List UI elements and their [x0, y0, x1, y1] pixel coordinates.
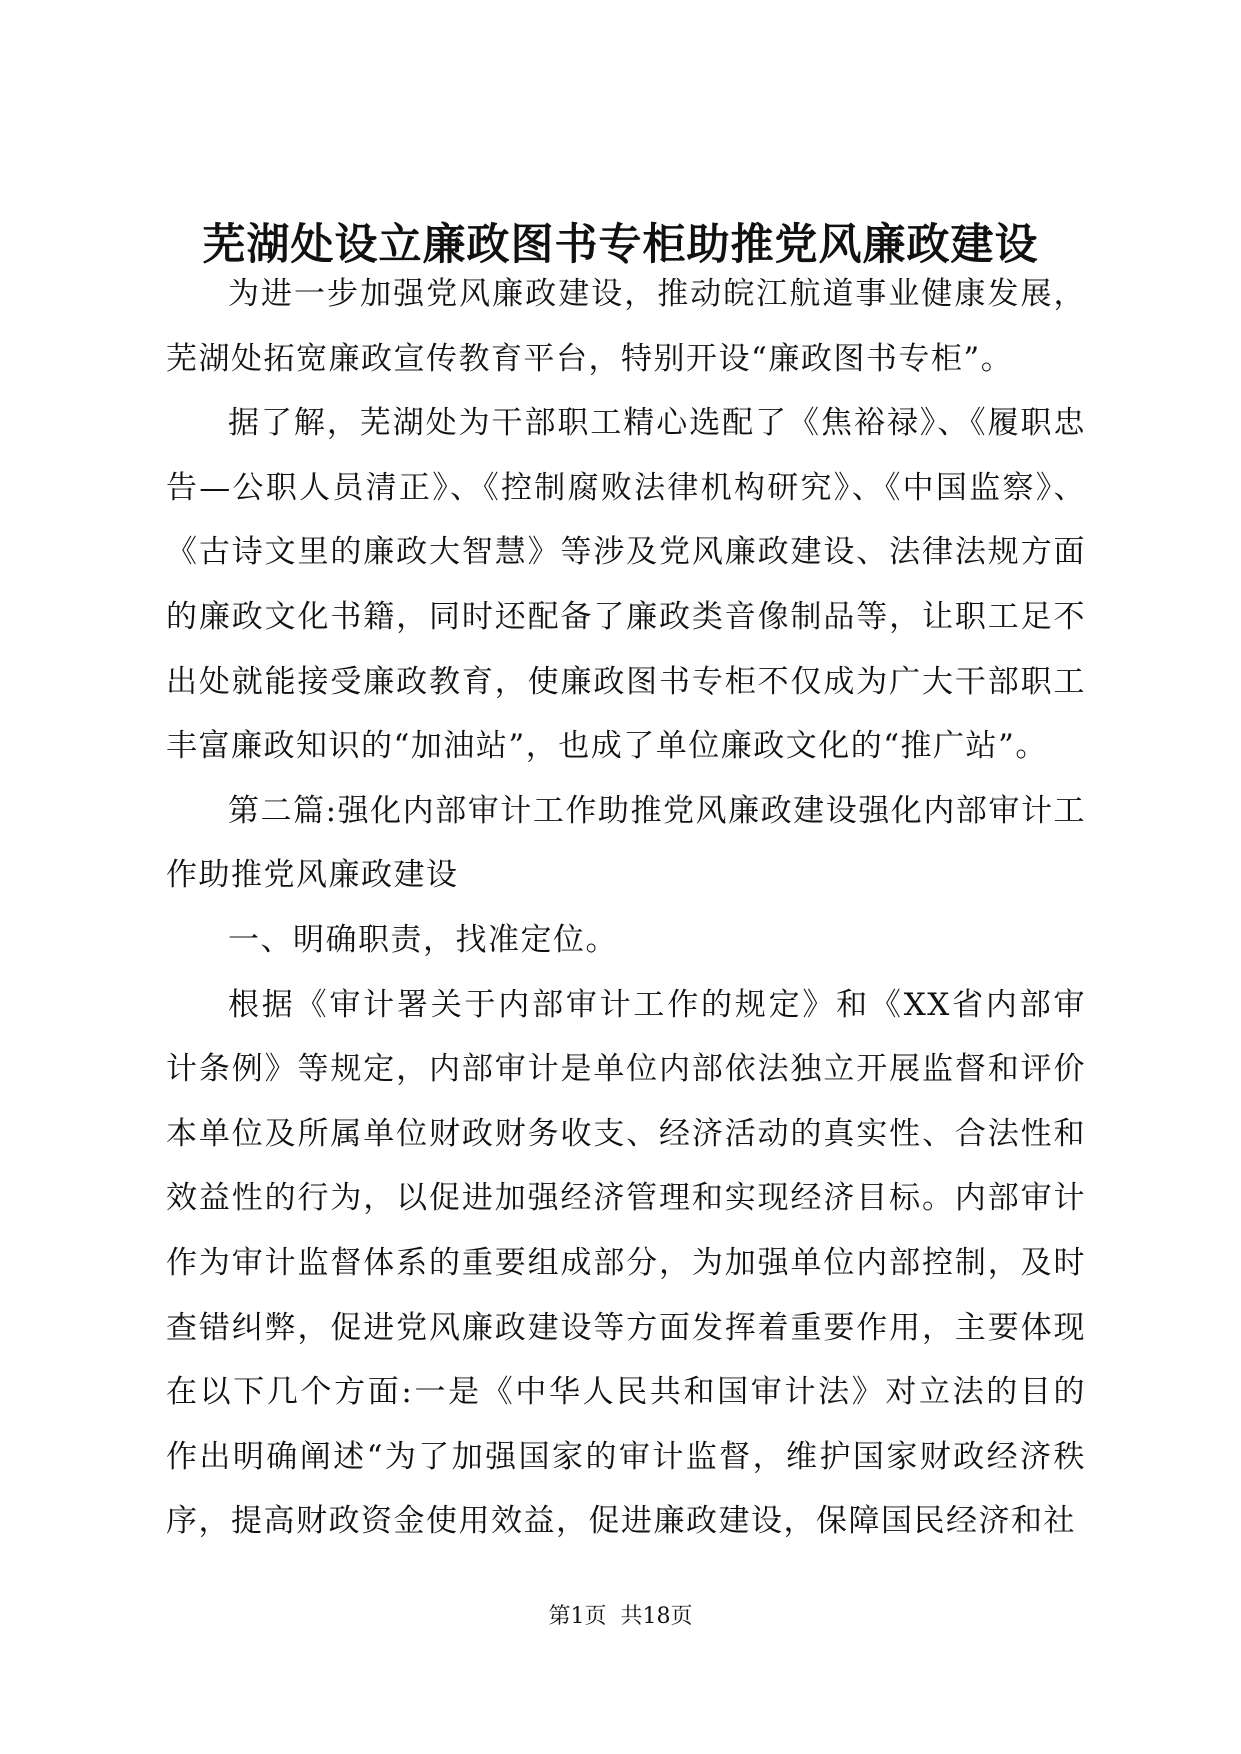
- paragraph-books: 据了解，芜湖处为干部职工精心选配了《焦裕禄》、《履职忠告—公职人员清正》、《控制腐败法律机构研究》、《中国监察》、《古诗文里的廉政大智慧》等涉及党风廉政建设、法律法规方面的廉政文化书籍，同时还配备了廉政类音像制品等，让职工足不出处就能接受廉政教育，使廉政图书专柜不仅成为广大干部职工丰富廉政知识的“加油站”，也成了单位廉政文化的“推广站”。: [166, 405, 1086, 765]
- page-footer: [0, 1602, 1241, 1632]
- document-body: [166, 262, 1086, 1554]
- paragraph-audit-regulations: 根据《审计署关于内部审计工作的规定》和《XX省内部审计条例》等规定，内部审计是单位内部依法独立开展监督和评价本单位及所属单位财政财务收支、经济活动的真实性、合法性和效益性的行为，以促进加强经济管理和实现经济目标。内部审计作为审计监督体系的重要组成部分，为加强单位内部控制，及时查错纠弊，促进党风廉政建设等方面发挥着重要作用，主要体现在以下几个方面:一是《中华人民共和国审计法》对立法的目的作出明确阐述“为了加强国家的审计监督，维护国家财政经济秩序，提高财政资金使用效益，促进廉政建设，保障国民经济和社: [166, 986, 1086, 1540]
- paragraph-intro: 为进一步加强党风廉政建设，推动皖江航道事业健康发展，芜湖处拓宽廉政宣传教育平台，特别开设“廉政图书专柜”。: [166, 276, 1086, 377]
- paragraph-second-article-title: 第二篇:强化内部审计工作助推党风廉政建设强化内部审计工作助推党风廉政建设: [166, 792, 1086, 894]
- page-number: 第1页: [548, 1604, 607, 1629]
- page-total: 共18页: [620, 1604, 693, 1629]
- paragraph-section-heading: 一、明确职责，找准定位。: [228, 921, 618, 958]
- document-title: 芜湖处设立廉政图书专柜助推党风廉政建设: [202, 220, 1039, 270]
